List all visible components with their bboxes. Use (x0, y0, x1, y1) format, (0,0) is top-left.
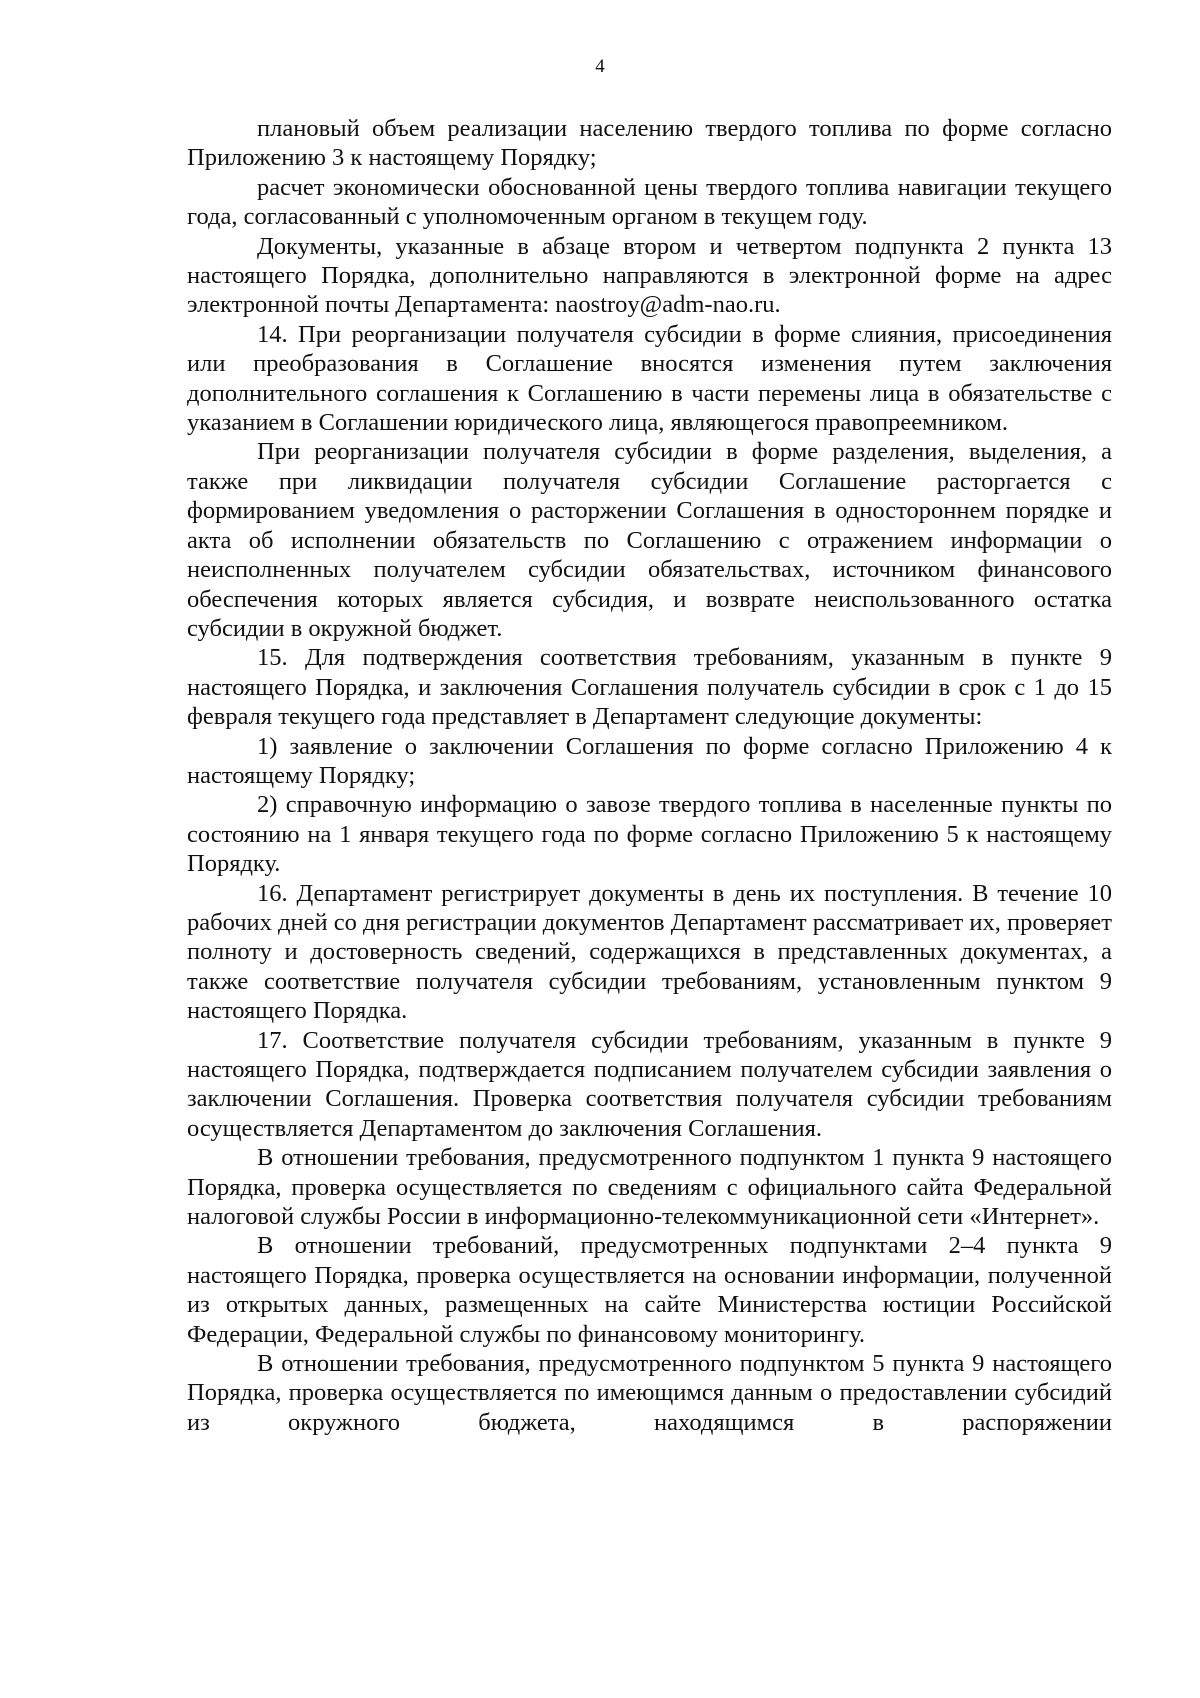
paragraph-section-15: 15. Для подтверждения соответствия требованиям, указанным в пункте 9 настоящего Порядка, и заключения Соглашения получатель субсидии в срок с 1 до 15 февраля текущего года представляет в Департамент следующие документы: (187, 644, 1112, 731)
document-body (187, 114, 1112, 1437)
list-item-reference-info: 2) справочную информацию о завозе твердого топлива в населенные пункты по состоянию на 1 января текущего года по форме согласно Приложению 5 к настоящему Порядку. (187, 791, 1112, 878)
paragraph-reorganization-termination: При реорганизации получателя субсидии в форме разделения, выделения, а также при ликвидации получателя субсидии Соглашение расторгается с формированием уведомления о расторжении Соглашения в одностороннем порядке и акта об исполнении обязательств по Соглашению с отражением информации о неисполненных получателем субсидии обязательствах, источником финансового обеспечения которых является субсидия, и возврате неиспользованного остатка субсидии в окружной бюджет. (187, 438, 1112, 642)
paragraph-electronic-submission: Документы, указанные в абзаце втором и четвертом подпункта 2 пункта 13 настоящего Порядка, дополнительно направляются в электронной форме на адрес электронной почты Департамента: naostroy@adm-nao.ru. (187, 232, 1112, 319)
paragraph-section-14: 14. При реорганизации получателя субсидии в форме слияния, присоединения или преобразования в Соглашение вносятся изменения путем заключения дополнительного соглашения к Соглашению в части перемены лица в обязательстве с указанием в Соглашении юридического лица, являющегося правопреемником. (187, 320, 1112, 437)
paragraph-section-17: 17. Соответствие получателя субсидии требованиям, указанным в пункте 9 настоящего Порядка, подтверждается подписанием получателем субсидии заявления о заключении Соглашения. Проверка соответствия получателя субсидии требованиям осуществляется Департаментом до заключения Соглашения. (187, 1026, 1112, 1142)
page-number: 4 (595, 56, 605, 77)
paragraph-price-calculation: расчет экономически обоснованной цены твердого топлива навигации текущего года, согласованный с уполномоченным органом в текущем году. (187, 173, 1112, 231)
paragraph-planned-volume: плановый объем реализации населению твердого топлива по форме согласно Приложению 3 к настоящему Порядку; (187, 115, 1112, 172)
list-item-application: 1) заявление о заключении Соглашения по форме согласно Приложению 4 к настоящему Порядку; (187, 732, 1112, 789)
paragraph-requirement-5-check: В отношении требования, предусмотренного подпунктом 5 пункта 9 настоящего Порядка, проверка осуществляется по имеющимся данным о предоставлении субсидий из окружного бюджета, находящимся в распоряжении (187, 1350, 1112, 1436)
paragraph-section-16: 16. Департамент регистрирует документы в день их поступления. В течение 10 рабочих дней со дня регистрации документов Департамент рассматривает их, проверяет полноту и достоверность сведений, содержащихся в представленных документах, а также соответствие получателя субсидии требованиям, установленным пунктом 9 настоящего Порядка. (187, 879, 1112, 1025)
paragraph-requirement-1-check: В отношении требования, предусмотренного подпунктом 1 пункта 9 настоящего Порядка, проверка осуществляется по сведениям с официального сайта Федеральной налоговой службы России в информационно-телекоммуникационной сети «Интернет». (187, 1144, 1112, 1231)
paragraph-requirements-2-4-check: В отношении требований, предусмотренных подпунктами 2–4 пункта 9 настоящего Порядка, проверка осуществляется на основании информации, полученной из открытых данных, размещенных на сайте Министерства юстиции Российской Федерации, Федеральной службы по финансовому мониторингу. (187, 1232, 1112, 1348)
